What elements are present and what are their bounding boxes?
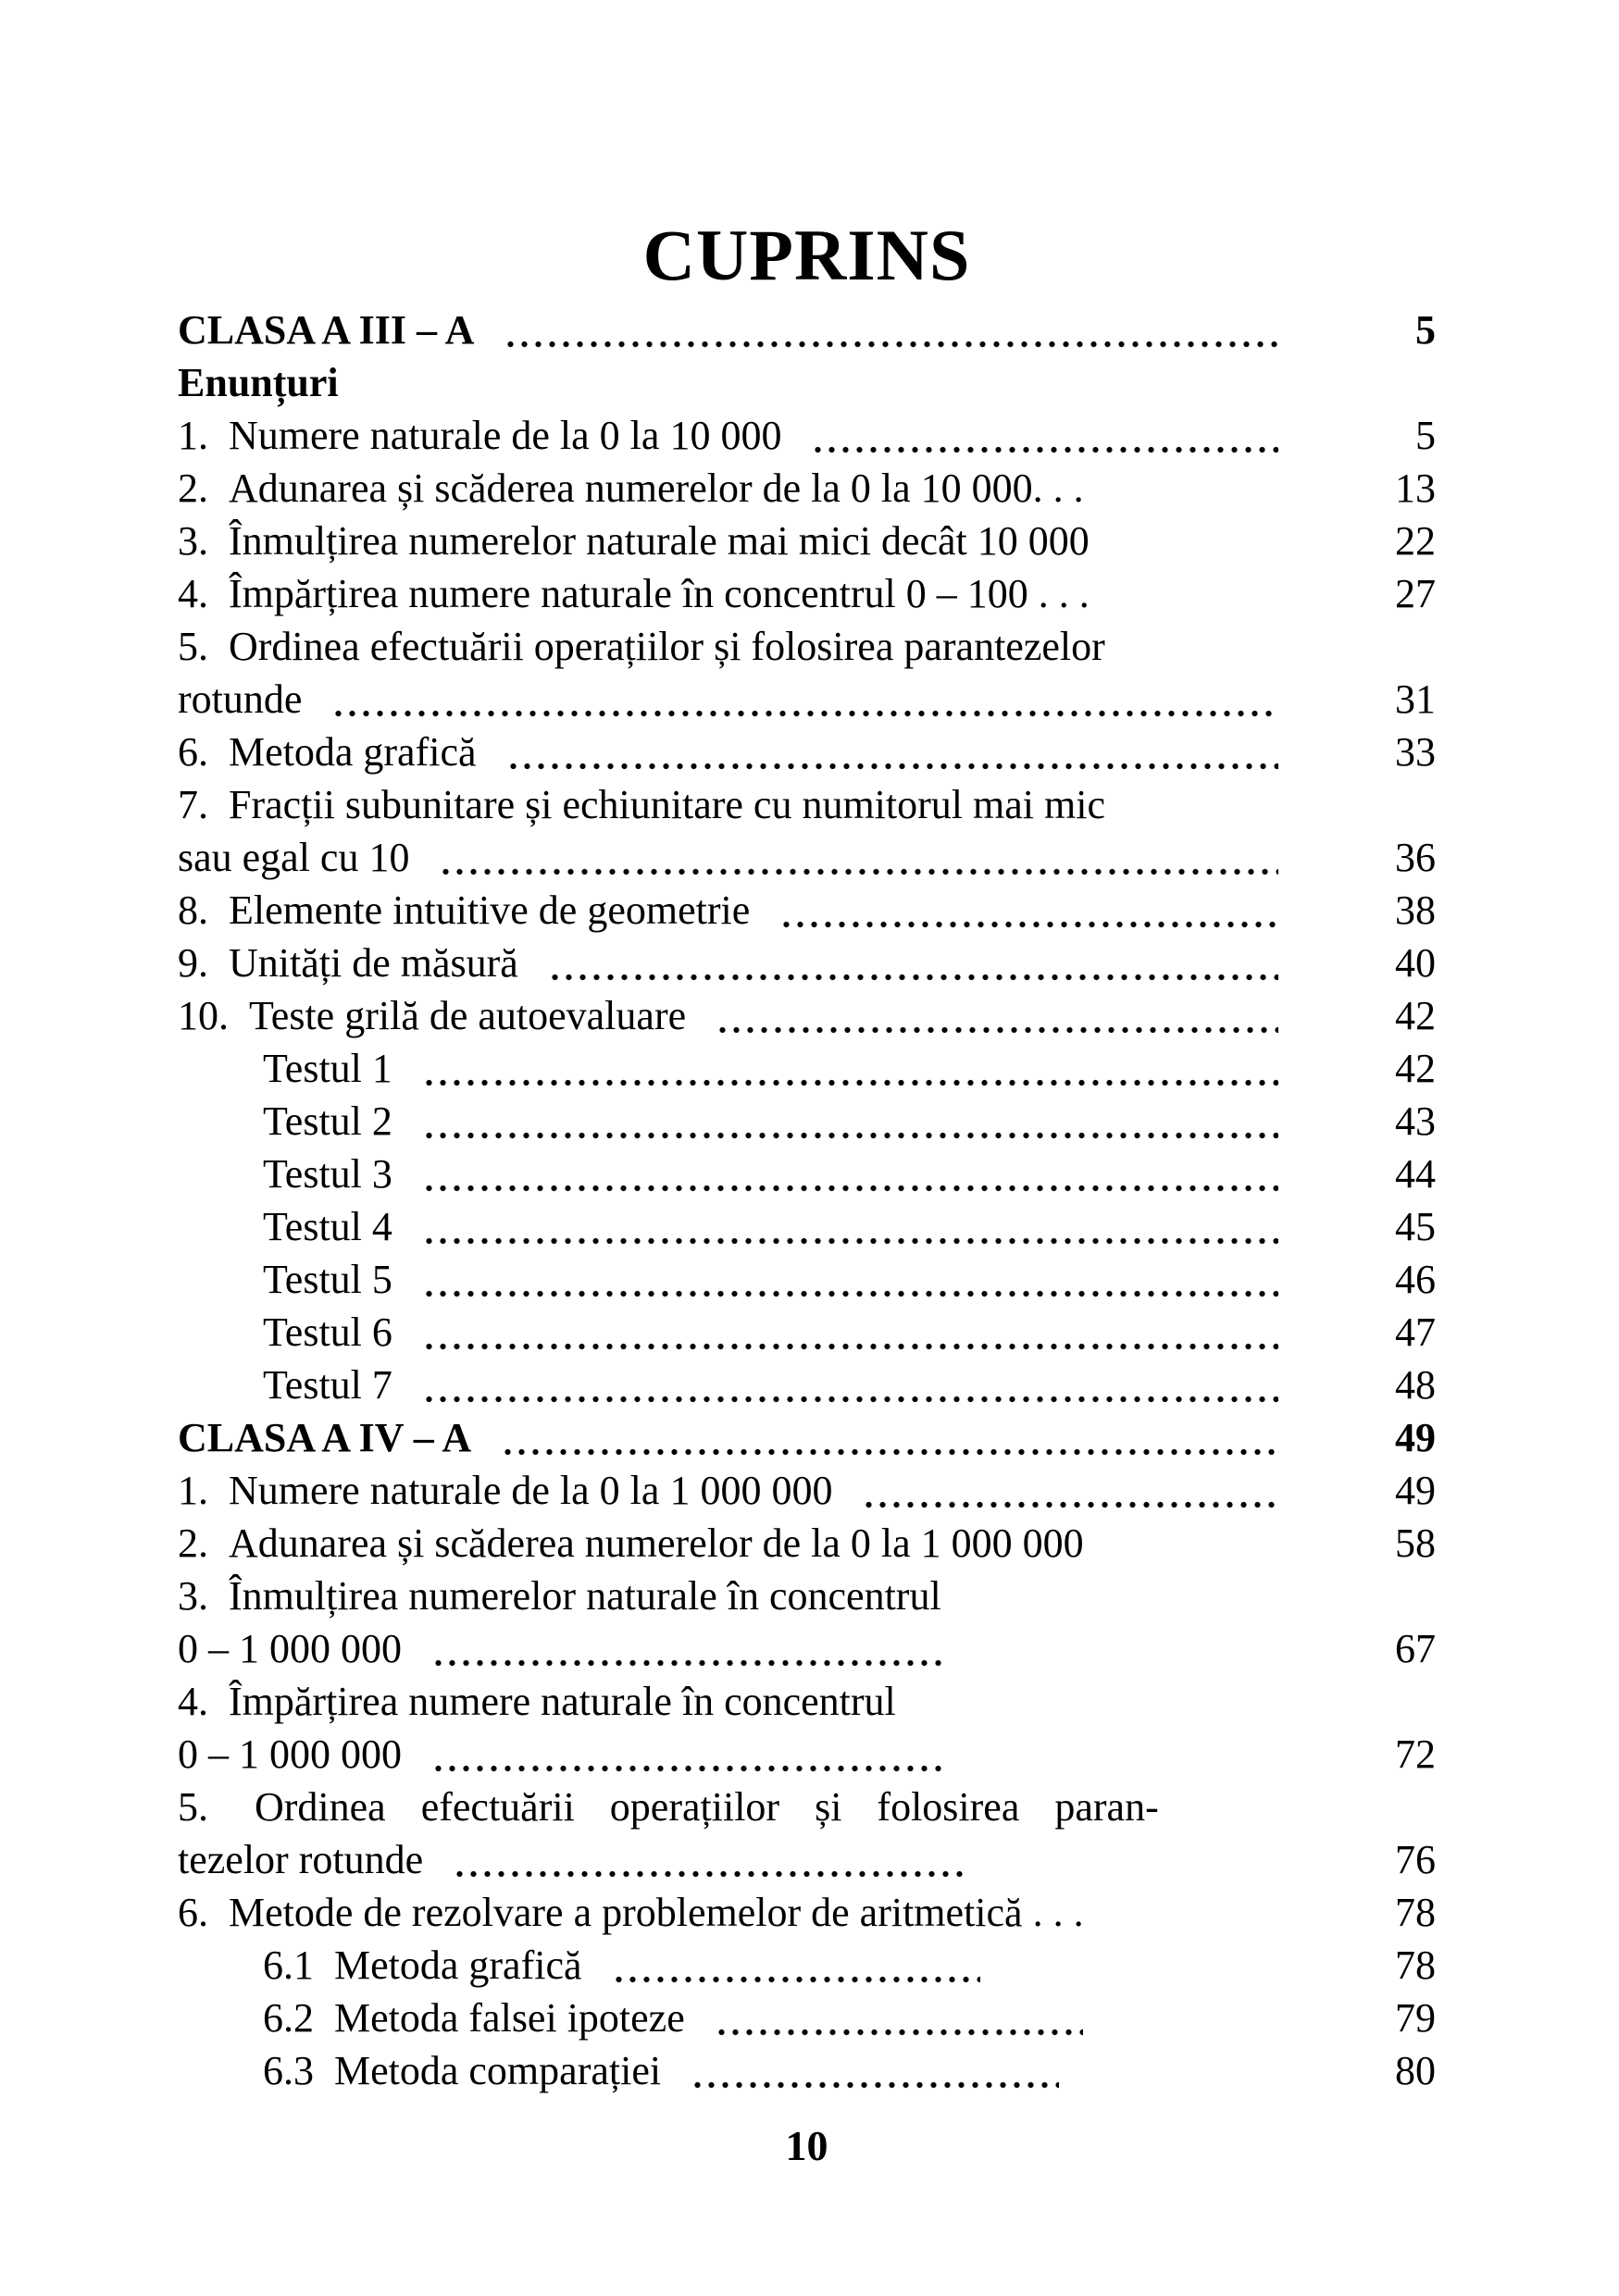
toc-entry: [178, 620, 1436, 673]
toc-entry-number: 1.: [178, 413, 208, 458]
dot-leader: [713, 2027, 1083, 2038]
toc-entry: [178, 1992, 1436, 2044]
toc-entry-title: Testul 6: [263, 1309, 392, 1355]
toc-entry: [178, 673, 1436, 726]
toc-entry-page: 46: [1395, 1257, 1436, 1302]
toc-entry-title: Metode de rezolvare a problemelor de aritmetică . . .: [229, 1890, 1084, 1935]
dot-leader: [420, 1235, 1278, 1247]
toc-entry-page: 79: [1395, 1995, 1436, 2041]
toc-entry-title: Adunarea și scăderea numerelor de la 0 la 10 000. . .: [229, 465, 1084, 511]
dot-leader: [430, 1657, 948, 1669]
toc-entry-title: Testul 1: [263, 1046, 392, 1091]
dot-leader: [689, 2079, 1059, 2091]
dot-leader: [420, 1394, 1278, 1405]
dot-leader: [1112, 1552, 1278, 1563]
toc-entry: [178, 1570, 1436, 1622]
toc-entry-number: 1.: [178, 1468, 208, 1513]
toc-entry-number: 6.1: [263, 1942, 314, 1988]
toc-entry-number: 4.: [178, 1679, 208, 1724]
dot-leader: [367, 391, 1436, 403]
dot-leader: [610, 1974, 980, 1985]
dot-leader: [1133, 655, 1436, 666]
toc-entry-page: 48: [1395, 1362, 1436, 1408]
toc-entry: [178, 1359, 1436, 1411]
dot-leader: [437, 866, 1278, 877]
dot-leader: [546, 972, 1278, 983]
toc-entry-page: 42: [1395, 993, 1436, 1038]
toc-entry-page: 45: [1395, 1204, 1436, 1249]
toc-entry-title: CLASA A IV – A: [178, 1415, 472, 1460]
toc-entry: [178, 1517, 1436, 1570]
toc-entry: [178, 1781, 1436, 1833]
toc-entry-number: 4.: [178, 571, 208, 616]
toc-entry: [178, 1095, 1436, 1148]
toc-entry-title: sau egal cu 10: [178, 835, 410, 880]
toc-entry-title: Împărțirea numere naturale în concentrul 0 – 100 . . .: [229, 571, 1090, 616]
toc-entry-number: 10.: [178, 993, 229, 1038]
toc-entry-page: 78: [1395, 1890, 1436, 1935]
toc-entry-title: CLASA A III – A: [178, 307, 475, 353]
page-number-footer: 10: [785, 2122, 828, 2169]
toc-entry-page: 33: [1395, 729, 1436, 775]
toc-entry: [178, 1833, 1436, 1886]
toc-entry-title: Testul 5: [263, 1257, 392, 1302]
toc-entry: [178, 1622, 1436, 1675]
toc-entry-page: 67: [1395, 1626, 1436, 1671]
toc-entry-page: 44: [1395, 1151, 1436, 1197]
dot-leader: [499, 1446, 1278, 1458]
toc-entry: [178, 937, 1436, 989]
toc-entry-title: Testul 3: [263, 1151, 392, 1197]
dot-leader: [1187, 1816, 1436, 1827]
dot-leader: [809, 444, 1278, 455]
toc-entry: [178, 1939, 1436, 1992]
toc-entry-page: 40: [1395, 940, 1436, 986]
toc-entry-number: 2.: [178, 465, 208, 511]
dot-leader: [1133, 813, 1436, 825]
toc-entry: [178, 567, 1436, 620]
dot-leader: [502, 339, 1278, 350]
toc-entry-title: Fracții subunitare și echiunitare cu numitorul mai mic: [229, 782, 1105, 827]
toc-entry-page: 38: [1395, 887, 1436, 933]
dot-leader: [1117, 550, 1278, 561]
toc-entry-title: Metoda grafică: [229, 729, 477, 775]
toc-entry-page: 5: [1415, 307, 1436, 353]
toc-entry-page: 49: [1395, 1415, 1436, 1460]
toc-entry-title: Elemente intuitive de geometrie: [229, 887, 751, 933]
toc-entry-title: Ordinea efectuării operațiilor și folosirea paran-: [255, 1784, 1159, 1830]
dot-leader: [714, 1024, 1278, 1036]
toc-entry-title: 0 – 1 000 000: [178, 1626, 402, 1671]
toc-entry-title: Testul 2: [263, 1098, 392, 1144]
toc-entry-page: 22: [1395, 518, 1436, 564]
toc-entry: [178, 409, 1436, 462]
toc-entry: [178, 989, 1436, 1042]
toc-entry-title: Teste grilă de autoevaluare: [249, 993, 687, 1038]
toc-entry-number: 5.: [178, 1784, 208, 1830]
toc-entry-title: Enunțuri: [178, 360, 339, 405]
toc-entry: [178, 1886, 1436, 1939]
toc-entry-title: Numere naturale de la 0 la 10 000: [229, 413, 782, 458]
toc-entry-number: 8.: [178, 887, 208, 933]
toc-entry: [178, 1464, 1436, 1517]
toc-entry-title: Testul 7: [263, 1362, 392, 1408]
toc-entry-page: 58: [1395, 1520, 1436, 1566]
dot-leader: [330, 708, 1278, 719]
toc-entry-number: 6.2: [263, 1995, 314, 2041]
toc-entry-title: Împărțirea numere naturale în concentrul: [229, 1679, 896, 1724]
toc-entry-page: 47: [1395, 1309, 1436, 1355]
toc-entry: [178, 304, 1436, 356]
dot-leader: [969, 1605, 1436, 1616]
toc-entry: [178, 1306, 1436, 1359]
toc-entry-page: 36: [1395, 835, 1436, 880]
dot-leader: [1112, 497, 1278, 508]
dot-leader: [430, 1763, 948, 1774]
toc-entry-page: 78: [1395, 1942, 1436, 1988]
toc-entry-title: tezelor rotunde: [178, 1837, 424, 1882]
toc-entry-page: 5: [1415, 413, 1436, 458]
toc-entry-page: 42: [1395, 1046, 1436, 1091]
dot-leader: [1112, 1921, 1278, 1932]
toc-entry-page: 80: [1395, 2048, 1436, 2093]
toc-entry: [178, 1148, 1436, 1200]
toc-entry-page: 31: [1395, 676, 1436, 722]
toc-entry-title: Ordinea efectuării operațiilor și folosirea parantezelor: [229, 624, 1105, 669]
toc-entry-title: Numere naturale de la 0 la 1 000 000: [229, 1468, 833, 1513]
toc-entry-number: 2.: [178, 1520, 208, 1566]
toc-entry: [178, 2044, 1436, 2097]
toc-entry-number: 9.: [178, 940, 208, 986]
dot-leader: [451, 1868, 969, 1880]
toc-entry-number: 3.: [178, 1573, 208, 1619]
dot-leader: [420, 1341, 1278, 1352]
toc-entry: [178, 884, 1436, 937]
toc-entry: [178, 356, 1436, 409]
toc-entry: [178, 1253, 1436, 1306]
dot-leader: [420, 1077, 1278, 1088]
toc-entry: [178, 1728, 1436, 1781]
dot-leader: [778, 919, 1278, 930]
dot-leader: [420, 1183, 1278, 1194]
toc-entry: [178, 462, 1436, 515]
toc-entry-title: Adunarea și scăderea numerelor de la 0 la 1 000 000: [229, 1520, 1084, 1566]
toc-entry-page: 76: [1395, 1837, 1436, 1882]
toc-entry-title: Înmulțirea numerelor naturale în concentrul: [229, 1573, 941, 1619]
toc-entry-number: 6.3: [263, 2048, 314, 2093]
toc-entry: [178, 1411, 1436, 1464]
toc-entry-title: 0 – 1 000 000: [178, 1731, 402, 1777]
toc-entry: [178, 1200, 1436, 1253]
toc-list: [178, 304, 1436, 2097]
toc-entry-title: Unități de măsură: [229, 940, 518, 986]
toc-entry-number: 3.: [178, 518, 208, 564]
toc-entry: [178, 831, 1436, 884]
toc-entry-page: 43: [1395, 1098, 1436, 1144]
toc-entry: [178, 778, 1436, 831]
dot-leader: [1117, 602, 1278, 614]
dot-leader: [924, 1710, 1436, 1721]
toc-entry-number: 6.: [178, 1890, 208, 1935]
toc-entry-title: Metoda falsei ipoteze: [334, 1995, 685, 2041]
toc-entry-number: 7.: [178, 782, 208, 827]
toc-entry-title: Testul 4: [263, 1204, 392, 1249]
page-title: CUPRINS: [642, 215, 971, 295]
dot-leader: [860, 1499, 1278, 1510]
toc-entry: [178, 726, 1436, 778]
toc-entry: [178, 1675, 1436, 1728]
dot-leader: [420, 1130, 1278, 1141]
toc-entry-number: 6.: [178, 729, 208, 775]
dot-leader: [504, 761, 1278, 772]
toc-entry-page: 13: [1395, 465, 1436, 511]
toc-entry-title: Metoda comparației: [334, 2048, 662, 2093]
toc-entry: [178, 1042, 1436, 1095]
toc-entry-page: 72: [1395, 1731, 1436, 1777]
toc-entry-title: rotunde: [178, 676, 303, 722]
toc-entry-number: 5.: [178, 624, 208, 669]
toc-entry-title: Înmulțirea numerelor naturale mai mici decât 10 000: [229, 518, 1090, 564]
dot-leader: [420, 1288, 1278, 1299]
toc-entry-page: 49: [1395, 1468, 1436, 1513]
toc-entry-page: 27: [1395, 571, 1436, 616]
toc-entry-title: Metoda grafică: [334, 1942, 582, 1988]
toc-entry: [178, 515, 1436, 567]
